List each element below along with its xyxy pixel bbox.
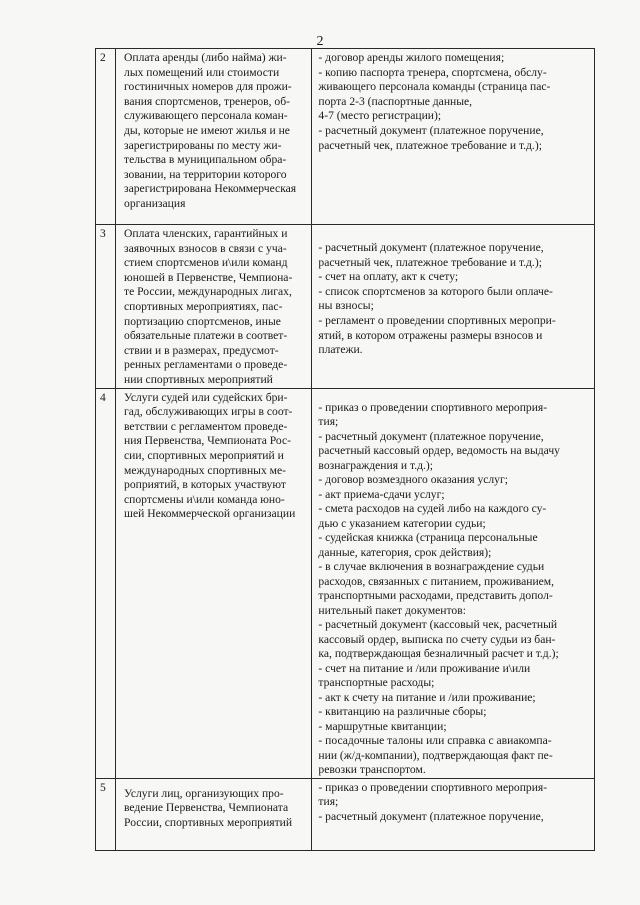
expense-description xyxy=(116,388,312,778)
table-row xyxy=(96,388,595,778)
document-line: нительный пакет документов: xyxy=(318,603,466,617)
document-line: - смета расходов на судей либо на каждого су- xyxy=(318,502,547,516)
description-line: ния Первенства, Чемпионата Рос- xyxy=(124,434,291,448)
document-line: - маршрутные квитанции; xyxy=(318,719,447,733)
description-line: Услуги судей или судейских бри- xyxy=(124,390,288,404)
document-line: - судейская книжка (страница персональные xyxy=(318,531,538,545)
document-line: данные, категория, срок действия); xyxy=(318,545,492,559)
document-line: - счет на оплату, акт к счету; xyxy=(318,270,459,284)
required-documents xyxy=(312,49,595,225)
row-number: 4 xyxy=(96,388,116,778)
document-line: - приказ о проведении спортивного мероприя- xyxy=(318,780,548,794)
document-line: ревозки транспортом. xyxy=(318,763,426,777)
table-row xyxy=(96,49,595,225)
document-line: транспортными расходами, представить допол- xyxy=(318,589,553,603)
description-line: спортивных мероприятиях, пас- xyxy=(124,299,283,313)
document-line: - приказ о проведении спортивного мероприя- xyxy=(318,400,548,414)
document-line: - расчетный документ (платежное поручение, xyxy=(318,809,544,823)
document-line: тия; xyxy=(318,415,339,429)
description-line: шей Некоммерческой организации xyxy=(124,507,296,521)
description-lines xyxy=(116,225,311,388)
description-line: ветствии с регламентом проведе- xyxy=(124,419,288,433)
description-line: служивающего персонала коман- xyxy=(124,109,288,123)
document-line: расчетный чек, платежное требование и т.д.); xyxy=(318,138,542,152)
table-row xyxy=(96,225,595,389)
documents-table xyxy=(95,48,595,851)
description-line: ствии и в размерах, предусмот- xyxy=(124,343,279,357)
description-line: Услуги лиц, организующих про- xyxy=(124,786,284,800)
document-line: расчетный кассовый ордер, ведомость на выдачу xyxy=(318,444,560,458)
document-line: - акт к счету на питание и /или проживание; xyxy=(318,690,536,704)
description-line: зарегистрирована Некоммерческая xyxy=(124,182,297,196)
description-line: организация xyxy=(124,196,186,210)
description-line: роприятий, в которых участвуют xyxy=(124,478,286,492)
description-lines xyxy=(116,779,311,831)
document-line: 4-7 (место регистрации); xyxy=(318,109,442,123)
document-line: тия; xyxy=(318,795,339,809)
documents-lines xyxy=(312,49,594,153)
description-line: вания спортсменов, тренеров, об- xyxy=(124,94,290,108)
description-line: гостиничных номеров для прожи- xyxy=(124,80,292,94)
document-line: живающего персонала команды (страница пас- xyxy=(318,80,551,94)
documents-lines xyxy=(312,389,594,778)
document-line: - расчетный документ (платежное поручение, xyxy=(318,241,544,254)
document-line: дью с указанием категории судьи; xyxy=(318,516,486,530)
expense-description xyxy=(116,778,312,850)
description-lines xyxy=(116,389,311,522)
document-line: - счет на питание и /или проживание и\или xyxy=(318,661,531,675)
description-line: те России, международных лигах, xyxy=(124,285,292,299)
document-line: ятий, в котором отражены размеры взносов и xyxy=(318,328,543,342)
description-line: тельства в муниципальном обра- xyxy=(124,153,287,167)
description-line: обязательные платежи в соответ- xyxy=(124,329,288,343)
document-line: - список спортсменов за которого были оплаче- xyxy=(318,284,553,298)
description-line: спортсмены и\или команда юно- xyxy=(124,492,285,506)
row-number: 5 xyxy=(96,778,116,850)
documents-lines xyxy=(312,225,594,358)
document-line: - расчетный документ (платежное поручение, xyxy=(318,123,544,137)
description-lines xyxy=(116,49,311,212)
document-line: платежи. xyxy=(318,343,363,357)
document-line: расчетный чек, платежное требование и т.д.); xyxy=(318,255,542,269)
description-line: Оплата аренды (либо найма) жи- xyxy=(124,51,287,64)
description-line: стием спортсменов и\или команд xyxy=(124,256,288,270)
document-line: - в случае включения в вознаграждение судьи xyxy=(318,560,545,574)
required-documents xyxy=(312,778,595,850)
document-line: - договор возмездного оказания услуг; xyxy=(318,473,508,487)
description-line: Оплата членских, гарантийных и xyxy=(124,227,288,240)
document-line: ны взносы; xyxy=(318,299,374,313)
description-line: заявочных взносов в связи с уча- xyxy=(124,241,287,255)
description-line: ренных регламентами о проведе- xyxy=(124,358,288,372)
document-line: нии (ж/д-компании), подтверждающая факт пе- xyxy=(318,748,553,762)
documents-lines xyxy=(312,779,594,825)
description-line: сии, спортивных мероприятий и xyxy=(124,448,284,462)
row-number: 2 xyxy=(96,49,116,225)
document-line: кассовый ордер, выписка по счету судьи из бан- xyxy=(318,632,556,646)
required-documents xyxy=(312,388,595,778)
description-line: зовании, на территории которого xyxy=(124,167,287,181)
document-line: расходов, связанных с питанием, проживанием, xyxy=(318,574,555,588)
table-row xyxy=(96,778,595,850)
expense-description xyxy=(116,225,312,389)
document-line: вознаграждения и т.д.); xyxy=(318,458,434,472)
description-line: лых помещений или стоимости xyxy=(124,65,280,79)
description-line: юношей в Первенстве, Чемпиона- xyxy=(124,270,293,284)
description-line: гад, обслуживающих игры в соот- xyxy=(124,405,293,419)
document-line: - квитанцию на различные сборы; xyxy=(318,705,487,719)
document-line: - копию паспорта тренера, спортсмена, обслу- xyxy=(318,65,547,79)
description-line: зарегистрированы по месту жи- xyxy=(124,138,282,152)
document-line: - акт приема-сдачи услуг; xyxy=(318,487,445,501)
document-line: - регламент о проведении спортивных меропри- xyxy=(318,313,556,327)
document-line: ка, подтверждающая безналичный расчет и т.д.); xyxy=(318,647,559,661)
document-line: - договор аренды жилого помещения; xyxy=(318,51,505,64)
document-line: - расчетный документ (платежное поручение, xyxy=(318,429,544,443)
page-number: 2 xyxy=(316,34,324,49)
description-line: России, спортивных мероприятий xyxy=(124,815,293,829)
document-line: - посадочные талоны или справка с авиакомпа- xyxy=(318,734,552,748)
expense-description xyxy=(116,49,312,225)
document-line: порта 2-3 (паспортные данные, xyxy=(318,94,473,108)
row-number: 3 xyxy=(96,225,116,389)
document-line: транспортные расходы; xyxy=(318,676,435,690)
description-line: ведение Первенства, Чемпионата xyxy=(124,801,289,815)
description-line: портизацию спортсменов, иные xyxy=(124,314,281,328)
description-line: ды, которые не имеют жилья и не xyxy=(124,123,290,137)
required-documents xyxy=(312,225,595,389)
description-line: нии спортивных мероприятий xyxy=(124,372,273,386)
description-line: международных спортивных ме- xyxy=(124,463,286,477)
document-line: - расчетный документ (кассовый чек, расчетный xyxy=(318,618,558,632)
